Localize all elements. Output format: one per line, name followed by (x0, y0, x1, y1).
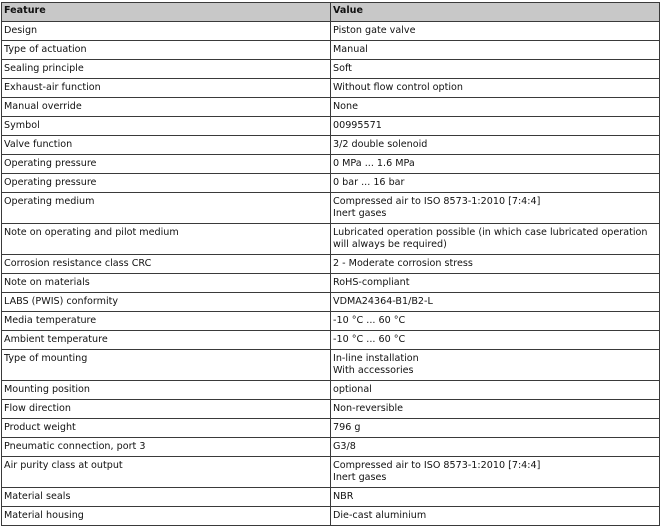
spec-table (1, 2, 660, 526)
feature-cell: Type of actuation (2, 41, 331, 60)
table-row (2, 419, 660, 438)
value-line: 0 MPa ... 1.6 MPa (333, 158, 415, 169)
feature-cell: Mounting position (2, 381, 331, 400)
value-line: -10 °C ... 60 °C (333, 334, 406, 345)
table-header-row (2, 3, 660, 22)
value-line: 2 - Moderate corrosion stress (333, 258, 473, 269)
value-cell (331, 41, 660, 60)
value-cell (331, 350, 660, 381)
value-line: Die-cast aluminium (333, 510, 427, 521)
value-line: G3/8 (333, 441, 356, 452)
feature-cell: Corrosion resistance class CRC (2, 255, 331, 274)
value-line: In-line installation (333, 353, 419, 364)
feature-cell: Media temperature (2, 312, 331, 331)
table-row (2, 438, 660, 457)
value-line: -10 °C ... 60 °C (333, 315, 406, 326)
table-row (2, 193, 660, 224)
table-row (2, 174, 660, 193)
value-cell (331, 136, 660, 155)
feature-cell: Operating pressure (2, 155, 331, 174)
value-line: Non-reversible (333, 403, 404, 414)
value-cell (331, 255, 660, 274)
feature-cell: Valve function (2, 136, 331, 155)
value-line: Lubricated operation possible (in which case lubricated operation will always be required) (333, 227, 648, 250)
table-row (2, 79, 660, 98)
feature-cell: Flow direction (2, 400, 331, 419)
feature-cell: Type of mounting (2, 350, 331, 381)
value-line: RoHS-compliant (333, 277, 410, 288)
value-line: Compressed air to ISO 8573-1:2010 [7:4:4] (333, 196, 541, 207)
table-row (2, 22, 660, 41)
feature-cell: Operating pressure (2, 174, 331, 193)
value-line: Compressed air to ISO 8573-1:2010 [7:4:4] (333, 460, 541, 471)
value-line: Manual (333, 44, 368, 55)
value-line: With accessories (333, 365, 414, 376)
feature-cell: Air purity class at output (2, 457, 331, 488)
value-cell (331, 79, 660, 98)
value-line: Inert gases (333, 208, 387, 219)
table-row (2, 41, 660, 60)
column-header-value: Value (331, 3, 660, 22)
value-cell (331, 117, 660, 136)
feature-cell: Ambient temperature (2, 331, 331, 350)
feature-cell: Material seals (2, 488, 331, 507)
value-cell (331, 331, 660, 350)
value-line: Inert gases (333, 472, 387, 483)
value-cell (331, 274, 660, 293)
value-line: 0 bar ... 16 bar (333, 177, 405, 188)
feature-cell: Exhaust-air function (2, 79, 331, 98)
feature-cell: LABS (PWIS) conformity (2, 293, 331, 312)
value-cell (331, 419, 660, 438)
feature-cell: Operating medium (2, 193, 331, 224)
value-line: Soft (333, 63, 352, 74)
value-line: optional (333, 384, 372, 395)
table-row (2, 312, 660, 331)
value-cell (331, 457, 660, 488)
table-row (2, 224, 660, 255)
table-row (2, 381, 660, 400)
value-line: 00995571 (333, 120, 382, 131)
table-row (2, 255, 660, 274)
column-header-feature: Feature (2, 3, 331, 22)
value-cell (331, 312, 660, 331)
table-row (2, 117, 660, 136)
value-cell (331, 22, 660, 41)
table-row (2, 507, 660, 526)
table-row (2, 400, 660, 419)
value-line: Without flow control option (333, 82, 463, 93)
feature-cell: Symbol (2, 117, 331, 136)
feature-cell: Material housing (2, 507, 331, 526)
feature-cell: Note on operating and pilot medium (2, 224, 331, 255)
value-cell (331, 400, 660, 419)
value-cell (331, 507, 660, 526)
feature-cell: Design (2, 22, 331, 41)
value-cell (331, 174, 660, 193)
value-cell (331, 438, 660, 457)
table-row (2, 136, 660, 155)
value-cell (331, 60, 660, 79)
value-line: NBR (333, 491, 354, 502)
value-cell (331, 193, 660, 224)
table-row (2, 274, 660, 293)
table-row (2, 331, 660, 350)
value-cell (331, 155, 660, 174)
value-line: VDMA24364-B1/B2-L (333, 296, 433, 307)
table-row (2, 350, 660, 381)
table-row (2, 98, 660, 117)
value-line: Piston gate valve (333, 25, 416, 36)
value-line: 796 g (333, 422, 361, 433)
table-row (2, 293, 660, 312)
value-line: 3/2 double solenoid (333, 139, 428, 150)
feature-cell: Note on materials (2, 274, 331, 293)
value-cell (331, 381, 660, 400)
table-row (2, 457, 660, 488)
table-row (2, 155, 660, 174)
feature-cell: Pneumatic connection, port 3 (2, 438, 331, 457)
feature-cell: Sealing principle (2, 60, 331, 79)
value-line: None (333, 101, 359, 112)
feature-cell: Product weight (2, 419, 331, 438)
value-cell (331, 293, 660, 312)
table-row (2, 60, 660, 79)
value-cell (331, 98, 660, 117)
feature-cell: Manual override (2, 98, 331, 117)
value-cell (331, 224, 660, 255)
